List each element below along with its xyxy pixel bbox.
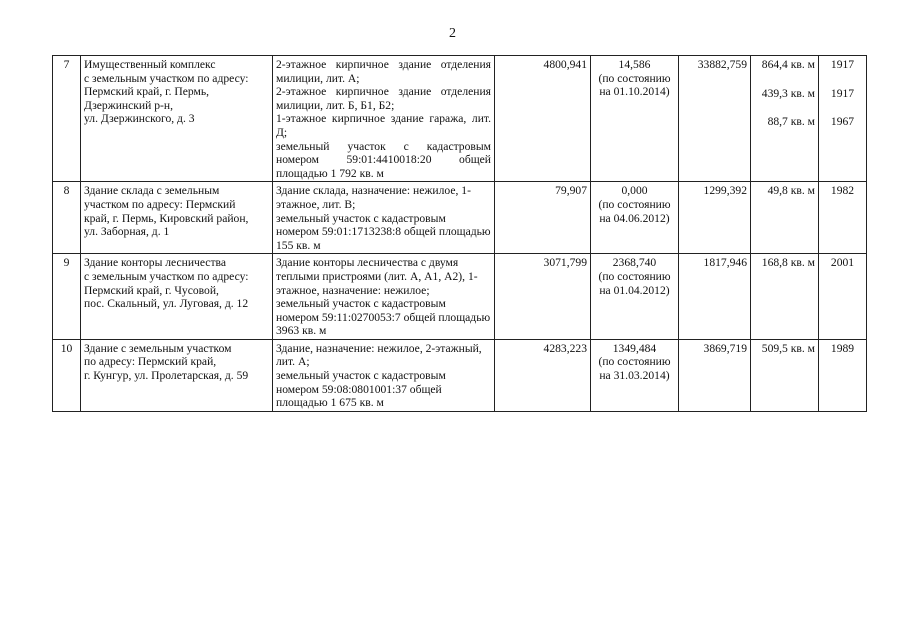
area-cell: 864,4 кв. м 439,3 кв. м 88,7 кв. м: [751, 56, 819, 182]
residual-value-cell: 1349,484 (по состоянию на 31.03.2014): [591, 339, 679, 411]
area-cell: 49,8 кв. м: [751, 182, 819, 254]
row-number: 8: [53, 182, 81, 254]
table-row: [53, 56, 867, 182]
description-cell: Здание, назначение: нежилое, 2-этажный, лит. А; земельный участок с кадастровым номером 59:08:0801001:37 общей площадью 1 675 кв. м: [273, 339, 495, 411]
year-cell: 2001: [819, 254, 867, 340]
object-name-cell: Здание конторы лесничества с земельным участком по адресу: Пермский край, г. Чусовой, пос. Скальный, ул. Луговая, д. 12: [81, 254, 273, 340]
year-cell: 1917 1917 1967: [819, 56, 867, 182]
description-cell: 2-этажное кирпичное здание отделения милиции, лит. А; 2-этажное кирпичное здание отделения милиции, лит. Б, Б1, Б2; 1-этажное кирпичное здание гаража, лит. Д; земельный участок с кадастровым номером 59:01:4410018:20 общей площадью 1 792 кв. м: [273, 56, 495, 182]
cadastral-value-cell: 3869,719: [679, 339, 751, 411]
object-name-cell: Здание склада с земельным участком по адресу: Пермский край, г. Пермь, Кировский район, ул. Заборная, д. 1: [81, 182, 273, 254]
cadastral-value-cell: 1817,946: [679, 254, 751, 340]
row-number: 9: [53, 254, 81, 340]
cadastral-value-cell: 1299,392: [679, 182, 751, 254]
residual-value-cell: 2368,740 (по состоянию на 01.04.2012): [591, 254, 679, 340]
page-number: 2: [449, 26, 456, 41]
year-cell: 1982: [819, 182, 867, 254]
object-name-cell: Имущественный комплекс с земельным участком по адресу: Пермский край, г. Пермь, Дзержинский р-н, ул. Дзержинского, д. 3: [81, 56, 273, 182]
residual-value-cell: 0,000 (по состоянию на 04.06.2012): [591, 182, 679, 254]
residual-value-cell: 14,586 (по состоянию на 01.10.2014): [591, 56, 679, 182]
table-row: [53, 182, 867, 254]
cost-cell: 4800,941: [495, 56, 591, 182]
year-cell: 1989: [819, 339, 867, 411]
description-cell: Здание склада, назначение: нежилое, 1-этажное, лит. В; земельный участок с кадастровым номером 59:01:1713238:8 общей площадью 155 кв. м: [273, 182, 495, 254]
property-table: [52, 55, 867, 412]
description-cell: Здание конторы лесничества с двумя теплыми пристроями (лит. А, А1, А2), 1-этажное, назначение: нежилое; земельный участок с кадастровым номером 59:11:0270053:7 общей площадью 3963 кв. м: [273, 254, 495, 340]
row-number: 7: [53, 56, 81, 182]
area-cell: 168,8 кв. м: [751, 254, 819, 340]
cadastral-value-cell: 33882,759: [679, 56, 751, 182]
object-name-cell: Здание с земельным участком по адресу: Пермский край, г. Кунгур, ул. Пролетарская, д. 59: [81, 339, 273, 411]
table-row: [53, 339, 867, 411]
table-row: [53, 254, 867, 340]
cost-cell: 4283,223: [495, 339, 591, 411]
area-cell: 509,5 кв. м: [751, 339, 819, 411]
row-number: 10: [53, 339, 81, 411]
cost-cell: 79,907: [495, 182, 591, 254]
cost-cell: 3071,799: [495, 254, 591, 340]
